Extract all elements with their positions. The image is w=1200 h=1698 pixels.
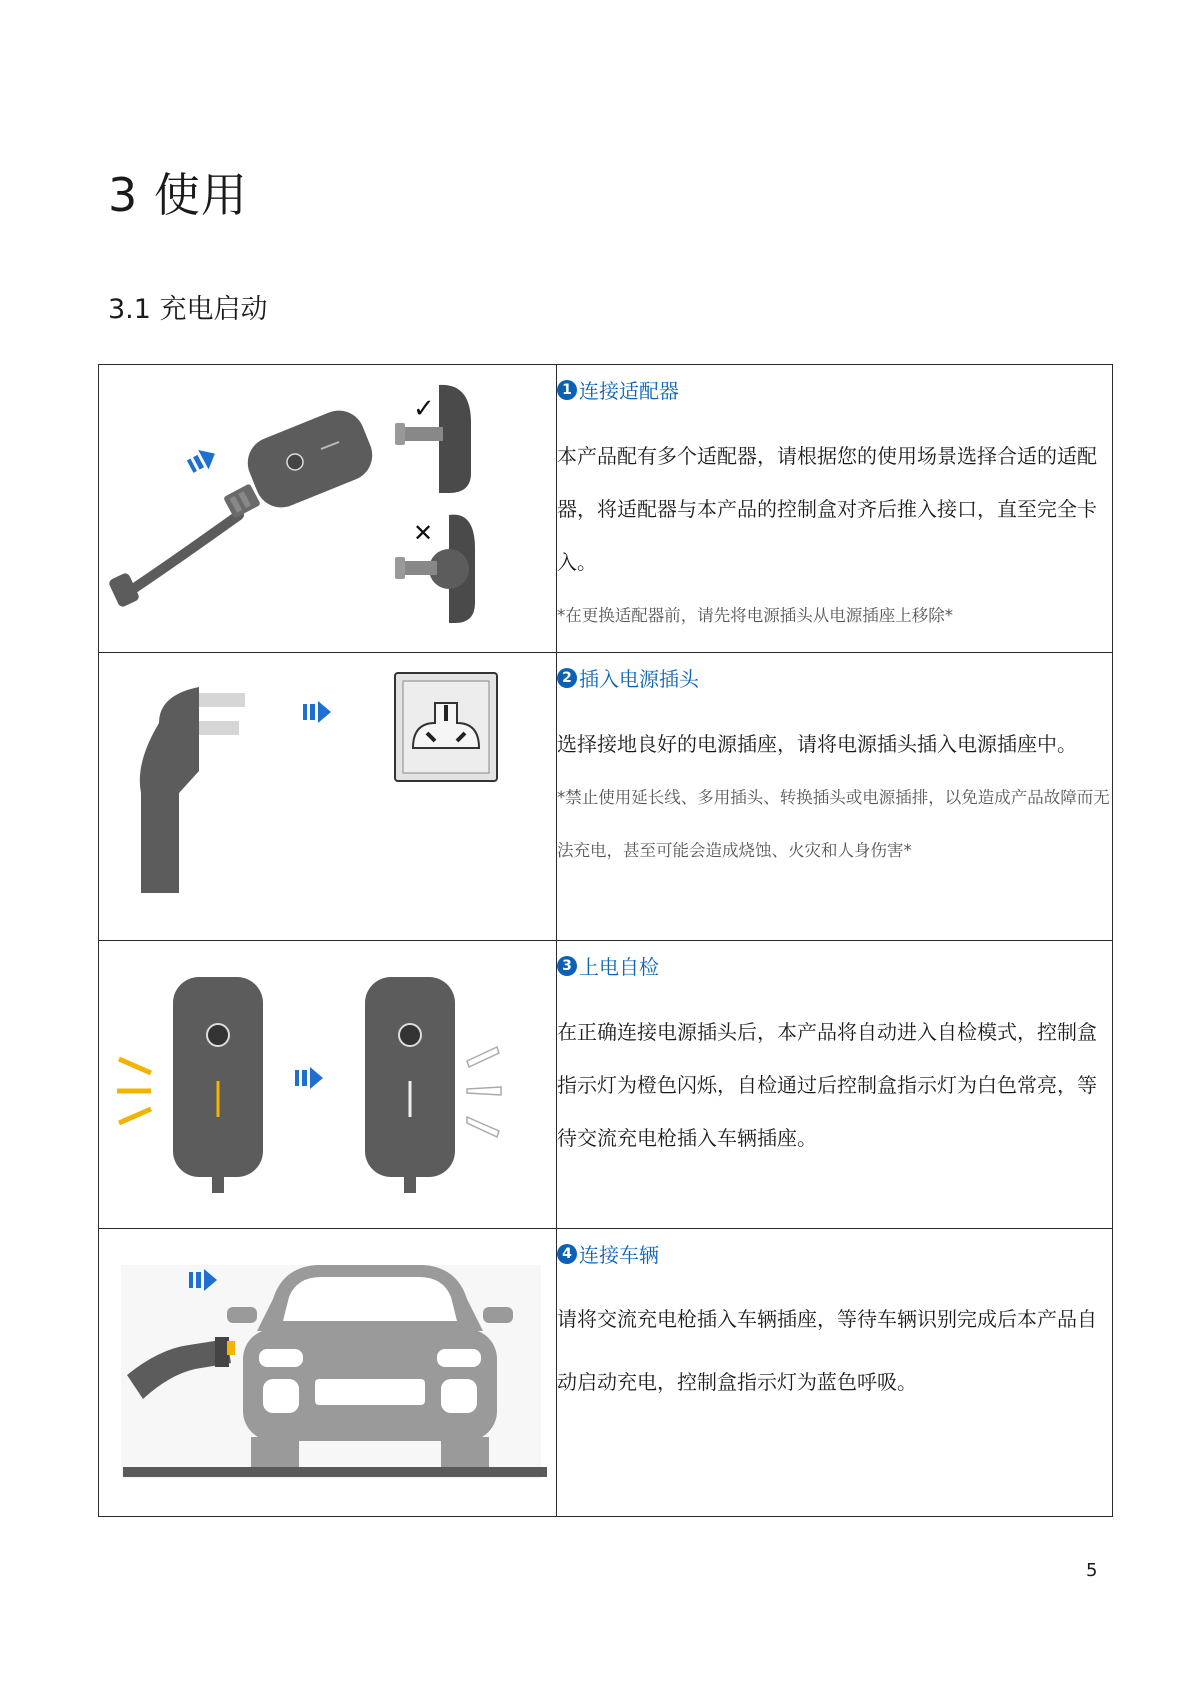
step-3-text-cell: [557, 941, 1113, 1229]
next-arrow-icon: [295, 1067, 323, 1089]
step-1-title: [557, 375, 1112, 404]
power-cable: [127, 515, 239, 593]
step-number-badge: 4: [557, 1244, 577, 1264]
page-number: 5: [1086, 1560, 1098, 1581]
step-2-body: 选择接地良好的电源插座，请将电源插头插入电源插座中。: [557, 732, 1077, 756]
step-number-badge: 3: [557, 956, 577, 976]
cross-mark-icon: ✕: [413, 519, 434, 547]
step-title-text: 插入电源插头: [579, 667, 699, 691]
step-3-body: 在正确连接电源插头后，本产品将自动进入自检模式，控制盒指示灯为橙色闪烁，自检通过后控制盒指示灯为白色常亮，等待交流充电枪插入车辆插座。: [557, 1020, 1097, 1150]
step-4-image-cell: [99, 1229, 557, 1517]
step-number-badge: 2: [557, 668, 577, 688]
control-box-orange-light: [173, 977, 263, 1193]
steps-table: [98, 364, 1113, 1517]
step-2-note: *禁止使用延长线、多用插头、转换插头或电源插排，以免造成产品故障而无法充电，甚至可能会造成烧蚀、火灾和人身伤害*: [557, 788, 1110, 860]
chapter-title: 3 使用: [108, 168, 248, 222]
check-mark-icon: ✓: [413, 394, 435, 424]
step-row-4: [99, 1229, 1113, 1517]
step-title-text: 连接车辆: [579, 1243, 659, 1267]
step-2-image-cell: [99, 653, 557, 941]
control-box-icon: [240, 403, 380, 515]
step-3-image-cell: [99, 941, 557, 1229]
push-arrow-icon: [185, 444, 220, 477]
step-row-3: [99, 941, 1113, 1229]
white-glow-lines: [467, 1047, 501, 1137]
ground-line: [123, 1467, 547, 1477]
step-1-note: *在更换适配器前，请先将电源插头从电源插座上移除*: [557, 606, 953, 625]
power-plug-icon: [140, 687, 245, 893]
step-number-badge: 1: [557, 380, 577, 400]
step-title-text: 连接适配器: [579, 379, 679, 403]
step-title-text: 上电自检: [579, 955, 659, 979]
step-3-title: [557, 951, 1112, 980]
brand-logo-icon: [207, 1024, 229, 1046]
plug-insertion-illustration: [99, 653, 556, 941]
section-title: 3.1 充电启动: [108, 294, 268, 325]
step-1-image-cell: [99, 365, 557, 653]
incorrect-connection-detail: [395, 515, 475, 623]
step-row-1: [99, 365, 1113, 653]
step-1-text-cell: [557, 365, 1113, 653]
step-4-text-cell: [557, 1229, 1113, 1517]
step-row-2: [99, 653, 1113, 941]
step-2-title: [557, 663, 1112, 692]
step-2-text-cell: [557, 653, 1113, 941]
brand-logo-icon: [399, 1024, 421, 1046]
orange-flash-lines: [117, 1059, 151, 1123]
step-4-body: 请将交流充电枪插入车辆插座，等待车辆识别完成后本产品自动启动充电，控制盒指示灯为蓝色呼吸。: [557, 1307, 1097, 1394]
vehicle-connection-illustration: [99, 1229, 556, 1517]
self-check-illustration: [99, 941, 556, 1229]
adapter-connection-illustration: [99, 365, 556, 653]
power-plug-icon: [108, 572, 141, 608]
wall-socket-icon: [395, 673, 497, 781]
step-1-body: 本产品配有多个适配器，请根据您的使用场景选择合适的适配器，将适配器与本产品的控制盒对齐后推入接口，直至完全卡入。: [557, 444, 1097, 574]
control-box-white-light: [365, 977, 455, 1193]
brand-logo-icon: [287, 454, 303, 470]
insert-arrow-icon: [303, 701, 331, 723]
step-4-title: [557, 1239, 1112, 1268]
adapter-connector: [223, 483, 261, 518]
